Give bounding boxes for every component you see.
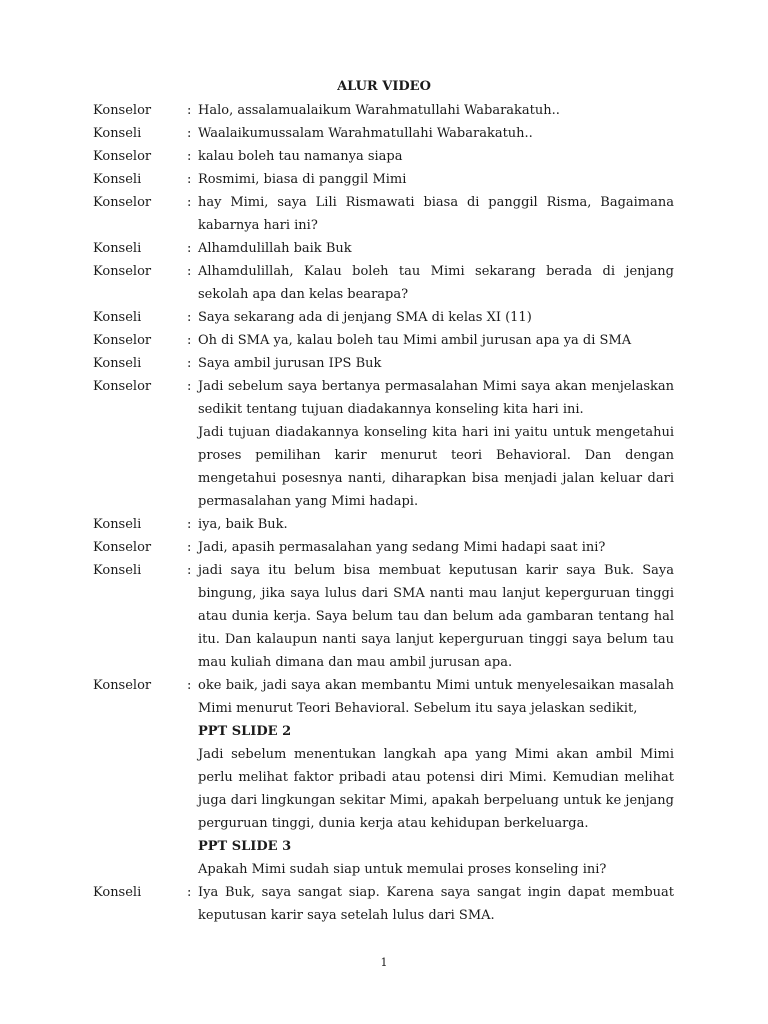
utterance-paragraph: Saya sekarang ada di jenjang SMA di kelas XI (11) bbox=[198, 310, 532, 325]
dialogue-row bbox=[93, 329, 674, 352]
speaker-separator: : bbox=[187, 678, 192, 693]
dialogue-row bbox=[93, 881, 674, 927]
speaker-separator: : bbox=[187, 379, 192, 394]
dialogue-row bbox=[93, 122, 674, 145]
utterance-paragraph: Alhamdulillah, Kalau boleh tau Mimi sekarang berada di jenjang sekolah apa dan kelas bearapa? bbox=[198, 264, 674, 302]
utterance bbox=[198, 881, 674, 927]
speaker-separator: : bbox=[187, 172, 192, 187]
utterance-paragraph: Jadi sebelum saya bertanya permasalahan Mimi saya akan menjelaskan sedikit tentang tujuan diadakannya konseling kita hari ini. bbox=[198, 379, 674, 417]
utterance-paragraph: Iya Buk, saya sangat siap. Karena saya sangat ingin dapat membuat keputusan karir saya setelah lulus dari SMA. bbox=[198, 885, 674, 923]
utterance-paragraph: jadi saya itu belum bisa membuat keputusan karir saya Buk. Saya bingung, jika saya lulus dari SMA nanti mau lanjut keperguruan tinggi atau dunia kerja. Saya belum tau dan belum ada gambaran tentang hal itu. Dan kalaupun nanti saya lanjut keperguruan tinggi saya belum tau mau kuliah dimana dan mau ambil jurusan apa. bbox=[198, 563, 674, 670]
speaker-label: Konseli bbox=[93, 241, 142, 256]
speaker-label: Konselor bbox=[93, 379, 152, 394]
dialogue-row bbox=[93, 559, 674, 674]
dialogue-row bbox=[93, 145, 674, 168]
speaker-label: Konseli bbox=[93, 172, 142, 187]
speaker-separator: : bbox=[187, 310, 192, 325]
dialogue-row bbox=[93, 237, 674, 260]
utterance bbox=[198, 835, 674, 881]
speaker-separator: : bbox=[187, 563, 192, 578]
speaker-separator: : bbox=[187, 264, 192, 279]
page-number: 1 bbox=[380, 956, 388, 969]
utterance bbox=[198, 513, 674, 536]
dialogue-row bbox=[93, 306, 674, 329]
speaker-label bbox=[93, 720, 187, 835]
document-title: ALUR VIDEO bbox=[337, 79, 431, 94]
speaker-label: Konseli bbox=[93, 563, 142, 578]
dialogue-row bbox=[93, 352, 674, 375]
speaker-label: Konselor bbox=[93, 540, 152, 555]
dialogue-row bbox=[93, 536, 674, 559]
speaker-separator bbox=[187, 835, 198, 881]
utterance-paragraph: Halo, assalamualaikum Warahmatullahi Wabarakatuh.. bbox=[198, 103, 560, 118]
utterance bbox=[198, 260, 674, 306]
dialogue-row bbox=[93, 168, 674, 191]
speaker-separator: : bbox=[187, 126, 192, 141]
slide-heading: PPT SLIDE 2 bbox=[198, 724, 292, 739]
utterance bbox=[198, 720, 674, 835]
utterance bbox=[198, 145, 674, 168]
utterance-paragraph: iya, baik Buk. bbox=[198, 517, 288, 532]
speaker-separator: : bbox=[187, 885, 192, 900]
utterance bbox=[198, 191, 674, 237]
utterance bbox=[198, 168, 674, 191]
utterance bbox=[198, 559, 674, 674]
speaker-separator: : bbox=[187, 333, 192, 348]
speaker-label: Konseli bbox=[93, 126, 142, 141]
utterance-paragraph: Jadi sebelum menentukan langkah apa yang Mimi akan ambil Mimi perlu melihat faktor pribadi atau potensi diri Mimi. Kemudian melihat juga dari lingkungan sekitar Mimi, apakah berpeluang untuk ke jenjang perguruan tinggi, dunia kerja atau kehidupan berkeluarga. bbox=[198, 747, 674, 831]
speaker-label: Konseli bbox=[93, 356, 142, 371]
utterance bbox=[198, 306, 674, 329]
speaker-label: Konselor bbox=[93, 333, 152, 348]
speaker-label: Konselor bbox=[93, 195, 152, 210]
speaker-label: Konselor bbox=[93, 149, 152, 164]
utterance bbox=[198, 122, 674, 145]
utterance-paragraph: Rosmimi, biasa di panggil Mimi bbox=[198, 172, 407, 187]
utterance bbox=[198, 352, 674, 375]
speaker-separator: : bbox=[187, 103, 192, 118]
utterance-paragraph: Jadi, apasih permasalahan yang sedang Mimi hadapi saat ini? bbox=[198, 540, 606, 555]
dialogue-row bbox=[93, 513, 674, 536]
utterance-paragraph: kalau boleh tau namanya siapa bbox=[198, 149, 403, 164]
speaker-label: Konselor bbox=[93, 678, 152, 693]
dialogue-row bbox=[93, 99, 674, 122]
slide-heading: PPT SLIDE 3 bbox=[198, 839, 292, 854]
speaker-label: Konseli bbox=[93, 885, 142, 900]
utterance bbox=[198, 674, 674, 720]
utterance-paragraph: Waalaikumussalam Warahmatullahi Wabarakatuh.. bbox=[198, 126, 533, 141]
utterance bbox=[198, 237, 674, 260]
speaker-separator: : bbox=[187, 195, 192, 210]
dialogue-row bbox=[93, 375, 674, 513]
speaker-separator: : bbox=[187, 241, 192, 256]
utterance-paragraph: oke baik, jadi saya akan membantu Mimi untuk menyelesaikan masalah Mimi menurut Teori Behavioral. Sebelum itu saya jelaskan sedikit, bbox=[198, 678, 674, 716]
speaker-separator: : bbox=[187, 517, 192, 532]
utterance-paragraph: Jadi tujuan diadakannya konseling kita hari ini yaitu untuk mengetahui proses pemilihan karir menurut teori Behavioral. Dan dengan mengetahui posesnya nanti, diharapkan bisa menjadi jalan keluar dari permasalahan yang Mimi hadapi. bbox=[198, 425, 674, 509]
speaker-separator bbox=[187, 720, 198, 835]
utterance-paragraph: Alhamdulillah baik Buk bbox=[198, 241, 352, 256]
speaker-label bbox=[93, 835, 187, 881]
speaker-label: Konselor bbox=[93, 103, 152, 118]
dialogue-row bbox=[93, 720, 674, 835]
utterance-paragraph: Saya ambil jurusan IPS Buk bbox=[198, 356, 382, 371]
speaker-separator: : bbox=[187, 540, 192, 555]
dialogue-transcript bbox=[93, 99, 674, 927]
utterance bbox=[198, 99, 674, 122]
utterance bbox=[198, 536, 674, 559]
dialogue-row bbox=[93, 191, 674, 237]
speaker-label: Konseli bbox=[93, 310, 142, 325]
utterance-paragraph: hay Mimi, saya Lili Rismawati biasa di panggil Risma, Bagaimana kabarnya hari ini? bbox=[198, 195, 674, 233]
speaker-separator: : bbox=[187, 356, 192, 371]
dialogue-row bbox=[93, 674, 674, 720]
utterance-paragraph: Apakah Mimi sudah siap untuk memulai proses konseling ini? bbox=[198, 862, 607, 877]
speaker-label: Konseli bbox=[93, 517, 142, 532]
dialogue-row bbox=[93, 260, 674, 306]
dialogue-row bbox=[93, 835, 674, 881]
speaker-separator: : bbox=[187, 149, 192, 164]
utterance bbox=[198, 329, 674, 352]
speaker-label: Konselor bbox=[93, 264, 152, 279]
utterance bbox=[198, 375, 674, 513]
utterance-paragraph: Oh di SMA ya, kalau boleh tau Mimi ambil jurusan apa ya di SMA bbox=[198, 333, 632, 348]
